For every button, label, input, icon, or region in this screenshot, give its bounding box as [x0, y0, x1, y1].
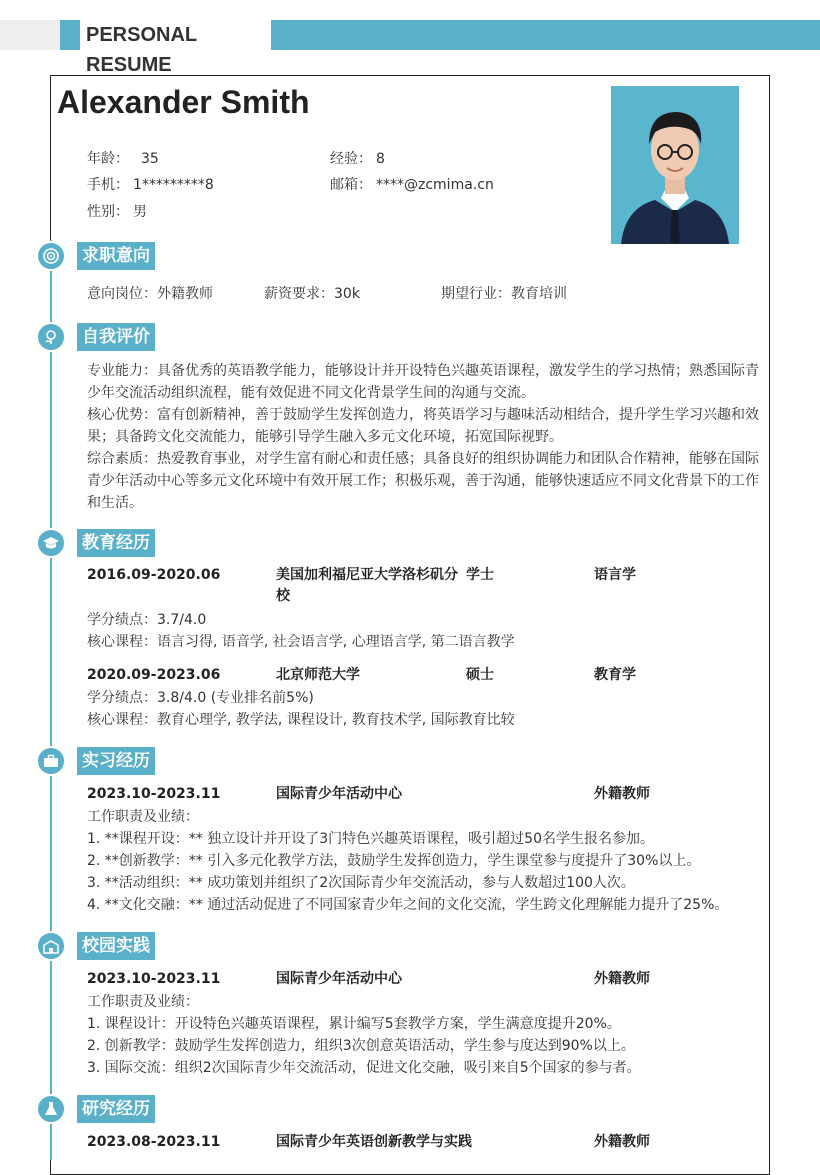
graduation-cap-icon: [36, 528, 66, 558]
banner-left-block: [0, 20, 60, 50]
edu-1-major: 语言学: [594, 567, 636, 583]
banner-accent-block: [60, 20, 80, 50]
edu-2-period: 2020.09-2023.06: [87, 667, 221, 683]
age-value: 35: [141, 151, 159, 167]
section-title-internship: 实习经历: [77, 747, 155, 775]
phone-value: 1*********8: [133, 177, 214, 193]
campus-line-2: 2. 创新教学：鼓励学生发挥创造力，组织3次创意英语活动，学生参与度达到90%以上。: [87, 1038, 635, 1054]
edu-1-school: 美国加利福尼亚大学洛杉矶分校: [276, 567, 458, 604]
self-eval-professional: 专业能力：具备优秀的英语教学能力，能够设计并开设特色兴趣英语课程，激发学生的学习热情；熟悉国际青少年交流活动组织流程，能有效促进不同文化背景学生间的沟通与交流。: [87, 363, 759, 401]
internship-duty-label: 工作职责及业绩：: [87, 809, 199, 825]
gender-label: 性别：: [87, 204, 129, 220]
banner-title: PERSONAL RESUME: [80, 20, 270, 50]
internship-line-2: 2. **创新教学：** 引入多元化教学方法，鼓励学生发挥创造力，学生课堂参与度提升了30%以上。: [87, 853, 701, 869]
phone-label: 手机：: [87, 177, 129, 193]
self-eval-strengths: 核心优势：富有创新精神，善于鼓励学生发挥创造力，将英语学习与趣味活动相结合，提升学生学习兴趣和效果；具备跨文化交流能力，能够引导学生融入多元文化环境，拓宽国际视野。: [87, 407, 759, 445]
profile-photo: [611, 86, 739, 244]
campus-period: 2023.10-2023.11: [87, 971, 221, 987]
age-row: [87, 148, 159, 168]
internship-org: 国际青少年活动中心: [276, 786, 402, 802]
age-label: 年龄：: [87, 151, 129, 167]
email-label: 邮箱：: [330, 177, 372, 193]
internship-line-3: 3. **活动组织：** 成功策划并组织了2次国际青少年交流活动，参与人数超过100人次。: [87, 875, 635, 891]
school-icon: [36, 931, 66, 961]
gender-row: [87, 201, 147, 221]
edu-2-courses: 核心课程：教育心理学, 教学法, 课程设计, 教育技术学, 国际教育比较: [87, 712, 515, 728]
experience-label: 经验：: [330, 151, 372, 167]
intent-industry: 期望行业：教育培训: [441, 286, 567, 302]
research-period: 2023.08-2023.11: [87, 1134, 221, 1150]
edu-1-gpa: 学分绩点：3.7/4.0: [87, 612, 207, 628]
flask-icon: [36, 1094, 66, 1124]
campus-line-3: 3. 国际交流：组织2次国际青少年交流活动，促进文化交融，吸引来自5个国家的参与者。: [87, 1060, 641, 1076]
edu-1-period: 2016.09-2020.06: [87, 567, 221, 583]
edu-1-courses: 核心课程：语言习得, 语音学, 社会语言学, 心理语言学, 第二语言教学: [87, 634, 515, 650]
internship-line-1: 1. **课程开设：** 独立设计并开设了3门特色兴趣英语课程，吸引超过50名学生报名参加。: [87, 831, 654, 847]
briefcase-icon: [36, 746, 66, 776]
header-banner: [0, 20, 820, 76]
internship-period: 2023.10-2023.11: [87, 786, 221, 802]
experience-value: 8: [376, 151, 385, 167]
email-row: [330, 174, 494, 194]
internship-line-4: 4. **文化交融：** 通过活动促进了不同国家青少年之间的文化交流，学生跨文化理解能力提升了25%。: [87, 897, 729, 913]
gender-value: 男: [133, 204, 147, 220]
flower-icon: [36, 322, 66, 352]
campus-line-1: 1. 课程设计：开设特色兴趣英语课程，累计编写5套教学方案，学生满意度提升20%。: [87, 1016, 621, 1032]
phone-row: [87, 174, 214, 194]
experience-row: [330, 148, 385, 168]
internship-role: 外籍教师: [594, 786, 650, 802]
intent-salary: 薪资要求：30k: [264, 286, 360, 302]
campus-duty-label: 工作职责及业绩：: [87, 994, 199, 1010]
section-title-education: 教育经历: [77, 529, 155, 557]
edu-2-major: 教育学: [594, 667, 636, 683]
target-icon: [36, 241, 66, 271]
campus-org: 国际青少年活动中心: [276, 971, 402, 987]
edu-1-degree: 学士: [466, 567, 494, 583]
research-role: 外籍教师: [594, 1134, 650, 1150]
research-project: 国际青少年英语创新教学与实践: [276, 1134, 472, 1150]
section-title-campus: 校园实践: [77, 932, 155, 960]
timeline-line: [50, 240, 52, 1160]
campus-role: 外籍教师: [594, 971, 650, 987]
section-title-research: 研究经历: [77, 1095, 155, 1123]
intent-position: 意向岗位：外籍教师: [87, 286, 213, 302]
section-title-self-eval: 自我评价: [77, 323, 155, 351]
edu-2-school: 北京师范大学: [276, 667, 360, 683]
email-value: ****@zcmima.cn: [376, 177, 494, 193]
edu-2-gpa: 学分绩点：3.8/4.0 (专业排名前5%): [87, 690, 314, 706]
section-title-intent: 求职意向: [77, 242, 155, 270]
banner-right-bar: [271, 20, 820, 50]
candidate-name: Alexander Smith: [57, 84, 310, 120]
edu-2-degree: 硕士: [466, 667, 494, 683]
self-eval-overall: 综合素质：热爱教育事业，对学生富有耐心和责任感；具备良好的组织协调能力和团队合作精神，能够在国际青少年活动中心等多元文化环境中有效开展工作；积极乐观，善于沟通，能够快速适应不同文化背景下的工作和生活。: [87, 451, 759, 511]
